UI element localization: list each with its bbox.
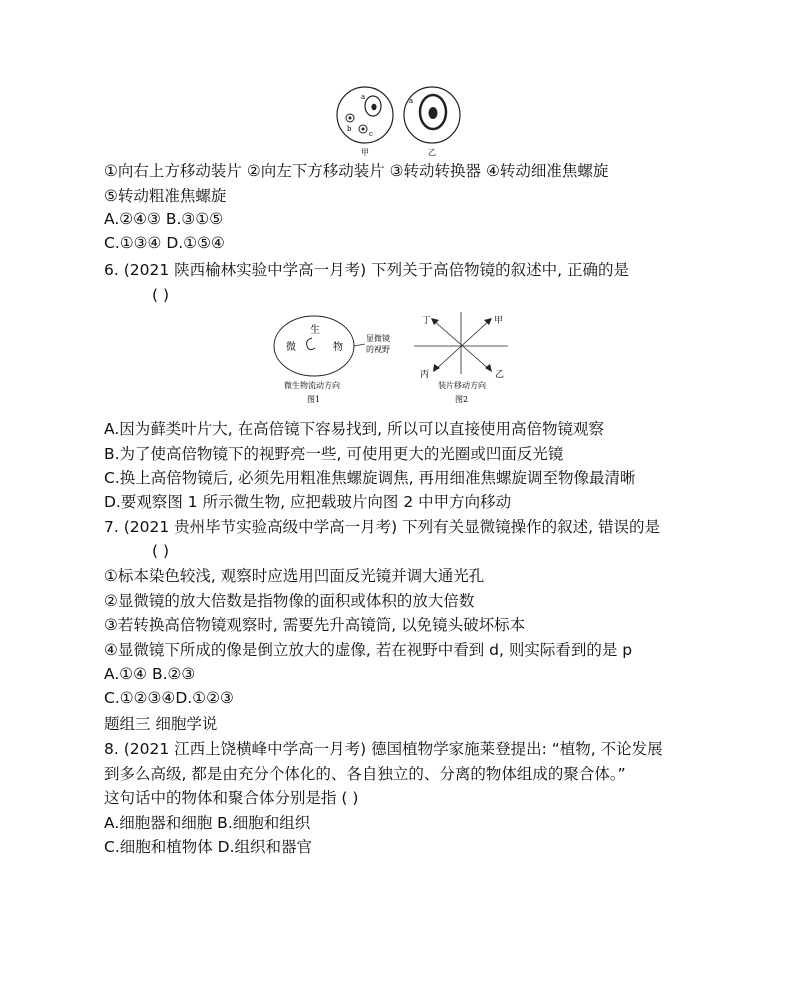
q8-choices-ab: A.细胞器和细胞 B.细胞和组织 [104,814,311,832]
q7-stem: 7. (2021 贵州毕节实验高级中学高一月考) 下列有关显微镜操作的叙述, 错误的是 [104,518,660,536]
q6-option-c: C.换上高倍物镜后, 必须先用粗准焦螺旋调焦, 再用细准焦螺旋调至物像最清晰 [104,469,636,487]
q6-option-b: B.为了使高倍物镜下的视野亮一些, 可使用更大的光圈或凹面反光镜 [104,445,564,463]
cell-label-b: b [347,125,352,133]
arrow-bing [433,364,440,372]
q8-line-1: 8. (2021 江西上饶横峰中学高一月考) 德国植物学家施莱登提出: “植物, 不论发展 [104,740,663,758]
fig1-char-left: 微 [286,342,296,353]
nucleus [362,128,365,131]
section-heading: 题组三 细胞学说 [104,715,218,733]
nucleus [371,104,376,110]
cell-label-a-large: a [409,97,414,105]
fig2-name: 图2 [455,395,469,404]
cell-label-a: a [361,93,366,101]
q8-line-3: 这句话中的物体和聚合体分别是指 ( ) [104,789,359,807]
fig1-char-top: 生 [310,325,320,336]
fig2-bing: 丙 [420,370,430,380]
microscope-field-figure [330,84,470,158]
nucleus [349,117,352,120]
label-yi: 乙 [428,148,436,157]
fig1-note-line2: 的视野 [366,345,390,354]
q7-answer-paren: ( ) [152,542,170,560]
q8-line-2: 到多么高级, 都是由充分个体化的、各自独立的、分离的物体组成的聚合体。” [104,765,626,783]
label-jia: 甲 [361,148,369,157]
q7-statement-4: ④显微镜下所成的像是倒立放大的虚像, 若在视野中看到 d, 则实际看到的是 p [104,641,633,659]
fig1-name: 图1 [307,395,321,404]
fig1-note-line1: 显微镜 [366,334,390,343]
q7-statement-2: ②显微镜的放大倍数是指物像的面积或体积的放大倍数 [104,592,475,610]
q5-option-5: ⑤转动粗准焦螺旋 [104,187,227,205]
fig2-yi: 乙 [495,370,505,380]
fig1-microbe [307,338,315,350]
q6-answer-paren: ( ) [152,286,170,304]
fig2-ding: 丁 [422,316,432,326]
fig2-caption: 装片移动方向 [438,381,486,390]
q6-stem: 6. (2021 陕西榆林实验中学高一月考) 下列关于高倍物镜的叙述中, 正确的是 [104,261,629,279]
q7-statement-1: ①标本染色较浅, 观察时应选用凹面反光镜并调大通光孔 [104,567,485,585]
q6-figures [262,310,548,410]
fig2-jia: 甲 [494,316,504,326]
nucleus [429,107,438,119]
arrow-yi [485,364,492,372]
fig1-char-right: 物 [333,342,343,353]
q6-option-d: D.要观察图 1 所示微生物, 应把载玻片向图 2 中甲方向移动 [104,493,512,511]
q8-choices-cd: C.细胞和植物体 D.组织和器官 [104,838,313,856]
cell-label-c: c [369,130,373,138]
q7-choices-ab: A.①④ B.②③ [104,665,196,683]
q5-choices-cd: C.①③④ D.①⑤④ [104,234,225,252]
q7-statement-3: ③若转换高倍物镜观察时, 需要先升高镜筒, 以免镜头破坏标本 [104,616,526,634]
q7-choices-cd: C.①②③④D.①②③ [104,689,234,707]
q6-option-a: A.因为藓类叶片大, 在高倍镜下容易找到, 所以可以直接使用高倍物镜观察 [104,420,604,438]
fig1-caption: 微生物流动方向 [284,381,340,390]
q5-choices-ab: A.②④③ B.③①⑤ [104,210,224,228]
q5-options: ①向右上方移动装片 ②向左下方移动装片 ③转动转换器 ④转动细准焦螺旋 [104,162,609,180]
fig1-pointer [354,344,365,346]
